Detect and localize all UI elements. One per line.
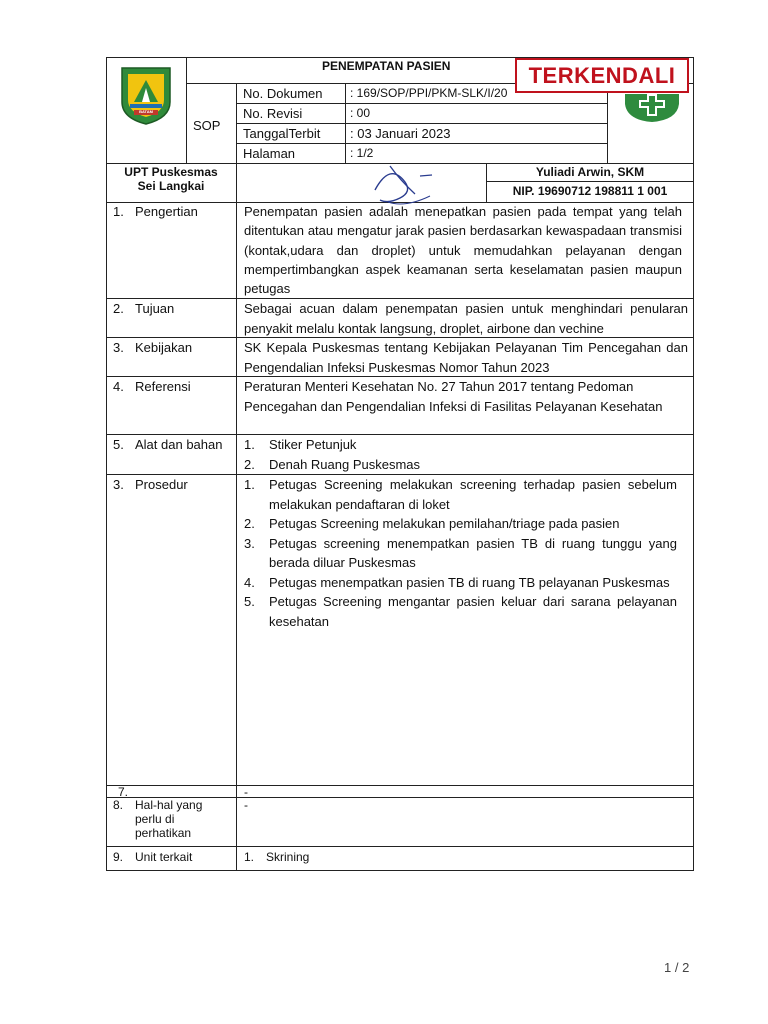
meta-label-dokumen: No. Dokumen <box>243 86 323 101</box>
referensi-text: Peraturan Menteri Kesehatan No. 27 Tahun 2017 tentang Pedoman Pencegahan dan Pengendalian Infeksi di Fasilitas Pelayanan Kesehatan <box>244 379 663 414</box>
list-item: 2. Denah Ruang Puskesmas <box>244 456 421 472</box>
meta-label-revisi: No. Revisi <box>243 106 303 121</box>
list-item: 4. Petugas menempatkan pasien TB di ruang TB pelayanan Puskesmas <box>244 574 670 590</box>
kebijakan-text: SK Kepala Puskesmas tentang Kebijakan Pelayanan Tim Pencegahan dan Pengendalian Infeksi Puskesmas Nomor Tahun 2023 <box>244 340 688 375</box>
row-num-referensi: 4. <box>113 379 124 394</box>
puskesmas-logo-icon <box>623 94 681 122</box>
signer-nip: NIP. 19690712 198811 1 001 <box>512 184 668 198</box>
unit-item-text: Skrining <box>266 850 310 864</box>
row-label-pengertian: Pengertian <box>135 204 198 219</box>
row-num-kebijakan: 3. <box>113 340 124 355</box>
signer-name: Yuliadi Arwin, SKM <box>535 165 645 179</box>
row-num-prosedur: 3. <box>113 477 124 492</box>
row-num-tujuan: 2. <box>113 301 124 316</box>
prosedur-list <box>240 475 677 631</box>
row-num-unit: 9. <box>113 850 124 864</box>
page-indicator: 1 / 2 <box>664 960 690 975</box>
batam-emblem-icon <box>120 66 172 126</box>
row-num-alat: 5. <box>113 437 124 452</box>
list-item: 1. Stiker Petunjuk <box>244 437 357 452</box>
hal-value: - <box>244 798 248 812</box>
row-num-7: 7. <box>118 785 129 799</box>
row-label-prosedur: Prosedur <box>135 477 188 492</box>
row-num-pengertian: 1. <box>113 204 124 219</box>
batam-logo <box>120 66 172 126</box>
row-label-tujuan: Tujuan <box>135 301 175 316</box>
row-num-hal: 8. <box>113 798 124 812</box>
meta-label-tanggal: TanggalTerbit <box>243 126 321 141</box>
meta-value-revisi: : 00 <box>350 106 371 120</box>
list-item: 1. Petugas Screening melakukan screening terhadap pasien sebelum melakukan pendaftaran di loket <box>244 477 677 512</box>
row-label-unit: Unit terkait <box>135 850 193 864</box>
org-name-line2: Sei Langkai <box>137 179 205 193</box>
row-label-kebijakan: Kebijakan <box>135 340 193 355</box>
list-item: 2. Petugas Screening melakukan pemilahan/triage pada pasien <box>244 516 620 531</box>
list-item: 5. Petugas Screening mengantar pasien keluar dari sarana pelayanan kesehatan <box>244 594 677 629</box>
meta-value-halaman: : 1/2 <box>350 146 374 160</box>
meta-value-dokumen: : 169/SOP/PPI/PKM-SLK/I/20 <box>350 86 508 100</box>
unit-item-num: 1. <box>244 850 255 864</box>
document-title: PENEMPATAN PASIEN <box>322 59 451 73</box>
meta-value-tanggal: : 03 Januari 2023 <box>350 126 451 141</box>
row-7-value: - <box>244 785 248 799</box>
terkendali-stamp <box>515 58 689 93</box>
stamp-text: TERKENDALI <box>528 63 676 88</box>
org-name-line1: UPT Puskesmas <box>124 165 218 179</box>
puskesmas-logo <box>623 94 681 122</box>
alat-list <box>240 435 680 474</box>
row-label-alat: Alat dan bahan <box>135 437 223 452</box>
tujuan-text: Sebagai acuan dalam penempatan pasien untuk menghindari penularan penyakit melalu kontak langsung, droplet, airbone dan vechine <box>244 301 688 336</box>
row-label-hal: Hal-hal yang perlu di perhatikan <box>135 798 203 840</box>
meta-label-halaman: Halaman <box>243 146 296 161</box>
row-label-referensi: Referensi <box>135 379 191 394</box>
logo-text: BATAM <box>139 109 153 114</box>
pengertian-text: Penempatan pasien adalah menepatkan pasien pada tempat yang telah ditentukan atau mengatur jarak pasien berdasarkan kewaspadaan transmisi (kontak,udara dan droplet) untuk memudahkan pelayanan dengan mempertimbangkan aspek keamanan serta keselamatan pasien maupun petugas <box>244 204 682 297</box>
sop-label: SOP <box>193 118 221 133</box>
list-item: 3. Petugas screening menempatkan pasien TB di ruang tunggu yang berada diluar Puskesmas <box>244 535 677 570</box>
